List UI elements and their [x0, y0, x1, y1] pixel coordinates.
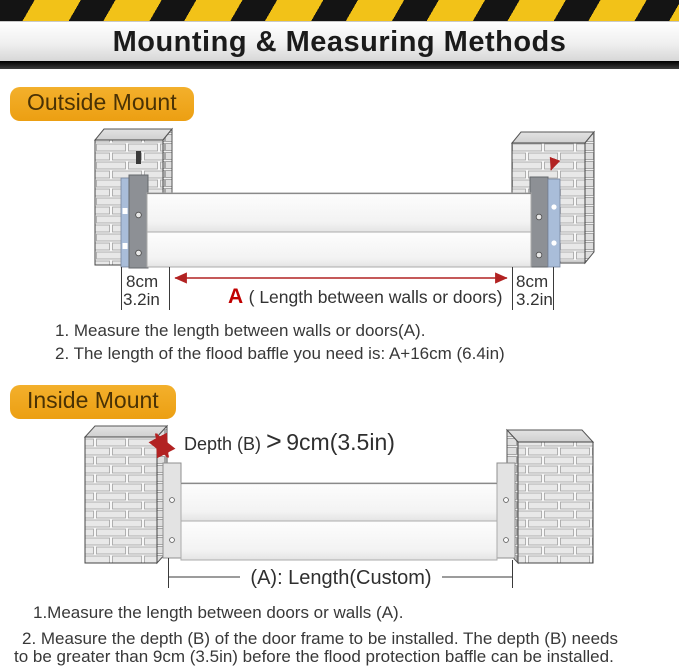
- channel-mark: [123, 208, 128, 214]
- inside-step-2: 2. Measure the depth (B) of the door frame to be installed. The depth (B) needs: [22, 629, 618, 648]
- mount-bracket-left: [163, 463, 181, 558]
- title-bar-shadow: [0, 61, 679, 69]
- brick-pillar-right: [507, 430, 593, 563]
- length-caption: ( Length between walls or doors): [248, 287, 503, 307]
- greater-than-symbol: >: [266, 426, 282, 456]
- brick-pillar-left: [85, 426, 167, 563]
- outside-step-2: 2. The length of the flood baffle you need is: A+16cm (6.4in): [55, 344, 505, 363]
- channel-mark: [551, 240, 556, 245]
- fastener-tab: [136, 151, 141, 164]
- wall-channel-left: [121, 178, 129, 267]
- length-letter: A: [228, 285, 244, 308]
- flood-baffle: [147, 193, 531, 267]
- dim-right-cm: 8cm: [516, 272, 549, 291]
- depth-value: 9cm(3.5in): [286, 429, 395, 455]
- page-title: Mounting & Measuring Methods: [112, 25, 567, 58]
- hazard-stripe-banner: [0, 0, 679, 21]
- title-bar: [0, 21, 679, 62]
- dim-left-in: 3.2in: [123, 290, 160, 309]
- inside-step-2-cont: to be greater than 9cm (3.5in) before the flood protection baffle can be installed.: [14, 647, 614, 666]
- outside-mount-badge: Outside Mount: [10, 87, 194, 121]
- flood-baffle: [181, 483, 497, 560]
- outside-mount-diagram: [0, 125, 679, 317]
- length-caption: (A): Length(Custom): [250, 567, 432, 589]
- wall-channel-right: [548, 179, 560, 267]
- length-annotation: [228, 285, 503, 308]
- inside-mount-diagram: [0, 420, 679, 598]
- mount-bracket-right: [530, 177, 548, 267]
- channel-mark: [551, 204, 556, 209]
- dim-left-cm: 8cm: [126, 272, 159, 291]
- outside-step-1: 1. Measure the length between walls or doors(A).: [55, 321, 426, 340]
- inside-step-1: 1.Measure the length between doors or walls (A).: [33, 603, 404, 622]
- depth-prefix: Depth (B): [184, 434, 267, 454]
- mount-bracket-left: [129, 175, 148, 268]
- mount-bracket-right: [497, 463, 515, 558]
- depth-annotation: [184, 426, 395, 456]
- inside-mount-badge: Inside Mount: [10, 385, 176, 419]
- dim-right-in: 3.2in: [516, 290, 553, 309]
- channel-mark: [123, 243, 128, 249]
